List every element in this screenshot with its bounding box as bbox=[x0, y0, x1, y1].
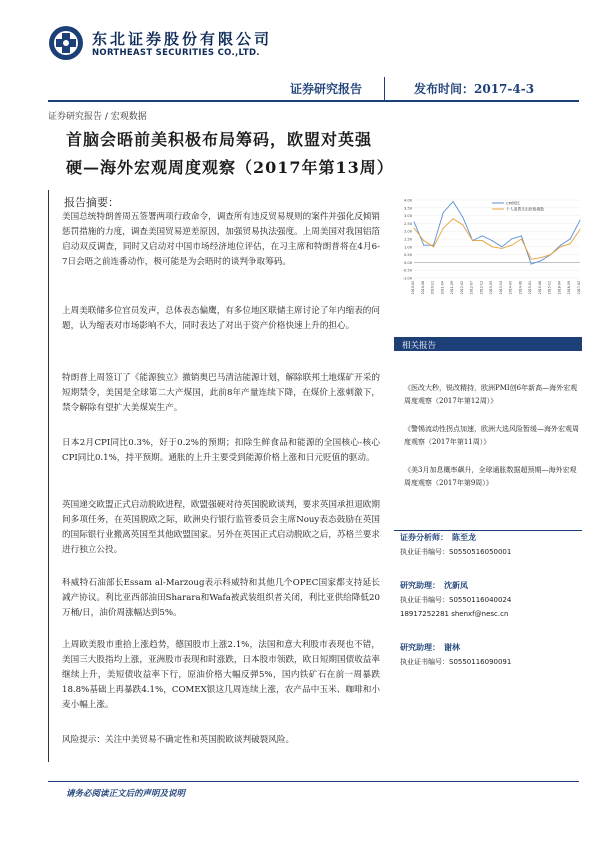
x-tick-label: 2014-03 bbox=[508, 281, 513, 295]
analyst-license: 执业证书编号：S0550116090091 bbox=[400, 658, 512, 666]
y-tick-label: -0.50 bbox=[402, 268, 412, 273]
related-report-item[interactable]: 《美3月加息概率飙升，全球通胀数据超预期—海外宏观周度观察（2017年第9周）》 bbox=[404, 466, 577, 487]
data-point bbox=[550, 254, 551, 255]
analyst-block bbox=[400, 579, 511, 621]
x-tick-label: 2013-10 bbox=[498, 281, 503, 295]
y-tick-label: 1.50 bbox=[403, 237, 412, 242]
abstract-label: 报告摘要： bbox=[64, 196, 119, 209]
paragraph-7: 上周欧美股市重拾上涨趋势，德国股市上涨2.1%，法国和意大利股市表现也不错，美国三大股指均上涨，亚洲股市表现和时涨跌，日本股市领跌，欧日短期国债收益率继续上升，美短债收益率下行，原油价格大幅反弹5%，国内铁矿石在前一周暴跌18.8%基础上再暴跌4.1%，COMEX银这几周连续上涨，农产品中玉米、咖啡和小麦小幅上涨。 bbox=[62, 640, 380, 710]
data-point bbox=[560, 246, 561, 247]
x-tick-label: 2017-02 bbox=[577, 281, 581, 295]
company-name-en: NORTHEAST SECURITIES CO.,LTD. bbox=[92, 48, 260, 58]
cpi-line-chart bbox=[394, 196, 584, 306]
x-tick-label: 2015-01 bbox=[528, 281, 533, 295]
y-tick-label: 2.00 bbox=[403, 229, 412, 234]
data-point bbox=[453, 201, 454, 202]
data-point bbox=[492, 240, 493, 241]
legend-label: 个人消费支出价格指数 bbox=[506, 206, 544, 212]
related-reports-title: 相关报告 bbox=[402, 341, 437, 351]
analyst-license: 执业证书编号：S0550516050001 bbox=[400, 548, 512, 556]
x-tick-label: 2015-11 bbox=[547, 281, 552, 295]
y-tick-label: 0.00 bbox=[403, 260, 412, 265]
y-tick-label: 3.00 bbox=[403, 214, 412, 219]
data-point bbox=[414, 221, 415, 222]
data-point bbox=[482, 240, 483, 241]
analyst-contact[interactable]: 18917252281 shenxf@nesc.cn bbox=[400, 610, 509, 618]
x-tick-label: 2016-04 bbox=[557, 281, 562, 295]
data-point bbox=[570, 239, 571, 240]
data-point bbox=[433, 246, 434, 247]
x-tick-label: 2013-05 bbox=[489, 281, 494, 295]
analyst-block bbox=[400, 641, 511, 669]
analyst-name: 陈至龙 bbox=[452, 533, 476, 542]
x-tick-label: 2011-04 bbox=[440, 281, 445, 295]
data-point bbox=[462, 217, 463, 218]
analyst-role: 研究助理： bbox=[400, 643, 440, 652]
y-tick-label: 1.00 bbox=[403, 245, 412, 250]
data-point bbox=[443, 212, 444, 213]
data-point bbox=[560, 245, 561, 246]
header-rule bbox=[48, 100, 579, 102]
y-tick-label: 0.50 bbox=[403, 253, 412, 258]
x-tick-label: 2012-12 bbox=[479, 281, 484, 295]
data-point bbox=[414, 228, 415, 229]
paragraph-1: 美国总统特朗普周五签署两项行政命令，调查所有违反贸易规则的案件并强化反倾销惩罚措施的力度，调查美国贸易逆差原因，加强贸易执法强度。上周美国对我国铝箔启动双反调查，同时又启动对中国市场经济地位评估，在习主席和特朗普将在4月6-7日会晤之前连番动作，极可能是为会晤时的谈判争取筹码。 bbox=[62, 212, 380, 267]
publish-date: 发布时间：2017-4-3 bbox=[414, 82, 535, 96]
breadcrumb: 证券研究报告 / 宏观数据 bbox=[48, 112, 147, 122]
data-point bbox=[501, 248, 502, 249]
x-tick-label: 2010-06 bbox=[420, 281, 425, 295]
data-point bbox=[453, 218, 454, 219]
data-point bbox=[540, 260, 541, 261]
footer-disclaimer: 请务必阅读正文后的声明及说明 bbox=[66, 789, 186, 799]
risk-warning: 风险提示：关注中美贸易不确定性和英国脱欧谈判破裂风险。 bbox=[62, 735, 295, 745]
data-point bbox=[531, 263, 532, 264]
data-point bbox=[482, 235, 483, 236]
x-tick-label: 2011-09 bbox=[450, 281, 455, 295]
report-title-line-2: 硬—海外宏观周度观察（2017年第13周） bbox=[66, 158, 394, 177]
x-tick-label: 2012-02 bbox=[459, 281, 464, 295]
x-tick-label: 2010-01 bbox=[411, 281, 415, 295]
analyst-license: 执业证书编号：S0550116040024 bbox=[400, 596, 512, 604]
left-margin-rule bbox=[48, 190, 49, 762]
analyst-role: 证券分析师： bbox=[400, 533, 448, 542]
paragraph-2: 上周美联储多位官员发声，总体表态偏鹰，有多位地区联储主席讨论了年内缩表的问题，认为缩表对市场影响不大，同时表达了对出于资产价格快速上升的担心。 bbox=[62, 306, 380, 331]
data-point bbox=[531, 259, 532, 260]
report-type: 证券研究报告 bbox=[290, 82, 363, 96]
legend-label: CPI同比 bbox=[506, 200, 520, 206]
data-point bbox=[472, 240, 473, 241]
x-tick-label: 2014-08 bbox=[518, 281, 523, 295]
footer-rule bbox=[48, 781, 579, 782]
y-tick-label: 4.00 bbox=[403, 198, 412, 203]
x-tick-label: 2012-07 bbox=[469, 281, 474, 295]
paragraph-4: 日本2月CPI同比0.3%，好于0.2%的预期；扣除生鲜食品和能源的全国核心-核心CPI同比0.1%，持平预期。通胀的上升主要受到能源价格上涨和日元贬值的驱动。 bbox=[62, 438, 380, 463]
y-tick-label: -1.00 bbox=[402, 276, 412, 281]
data-point bbox=[462, 224, 463, 225]
data-point bbox=[540, 257, 541, 258]
data-point bbox=[521, 235, 522, 236]
x-tick-label: 2016-09 bbox=[567, 281, 572, 295]
paragraph-5: 英国递交欧盟正式启动脱欧进程，欧盟强硬对待英国脱欧谈判，要求英国承担退欧期间多项任务，在英国脱欧之际，欧洲央行银行监管委员会主席Nouy表态鼓励在英国的国际银行业搬离英国至其他欧盟国家。另外在英国正式启动脱欧之后，苏格兰要求进行独立公投。 bbox=[62, 500, 380, 555]
paragraph-3: 特朗普上周签订了《能源独立》撤销奥巴马清洁能源计划，解除联邦土地煤矿开采的短期禁令，美国是全球第二大产煤国，此前8年产量连续下降，在煤价上涨刺激下，禁令解除有望扩大美煤炭生产。 bbox=[62, 373, 380, 413]
company-logo-icon bbox=[48, 25, 84, 61]
data-point bbox=[443, 228, 444, 229]
data-point bbox=[501, 246, 502, 247]
data-point bbox=[511, 239, 512, 240]
paragraph-6: 科威特石油部长Essam al-Marzoug表示科威特和其他几个OPEC国家都支持延长减产协议。利比亚西部油田Sharara和Wafa被武装组织者关闭，利比亚供给降低20万桶/日，油价周涨幅达到5%。 bbox=[62, 578, 380, 618]
company-name-cn: 东北证券股份有限公司 bbox=[92, 30, 273, 48]
related-report-item[interactable]: 《医改大秒，锐改精持，欧洲PMI创6年新高—海外宏观周度观察（2017年第12周）》 bbox=[404, 384, 578, 405]
data-point bbox=[423, 240, 424, 241]
data-point bbox=[423, 245, 424, 246]
analyst-name: 沈新凤 bbox=[444, 581, 468, 590]
data-point bbox=[521, 239, 522, 240]
data-point bbox=[570, 243, 571, 244]
data-point bbox=[580, 229, 581, 230]
analyst-block bbox=[400, 531, 511, 559]
analyst-role: 研究助理： bbox=[400, 581, 440, 590]
x-tick-label: 2010-11 bbox=[430, 281, 435, 295]
y-tick-label: 2.50 bbox=[403, 221, 412, 226]
related-report-item[interactable]: 《警惕流动性拐点加速，欧洲大选风险暂缓—海外宏观周度观察（2017年第11周）》 bbox=[404, 425, 579, 446]
analyst-name: 谢林 bbox=[444, 643, 460, 652]
x-tick-label: 2015-06 bbox=[537, 281, 542, 295]
data-point bbox=[511, 245, 512, 246]
data-point bbox=[492, 246, 493, 247]
data-point bbox=[580, 220, 581, 221]
y-tick-label: 3.50 bbox=[403, 206, 412, 211]
header-divider bbox=[384, 77, 385, 100]
report-title-line-1: 首脑会晤前美积极布局筹码，欧盟对英强 bbox=[66, 130, 373, 149]
